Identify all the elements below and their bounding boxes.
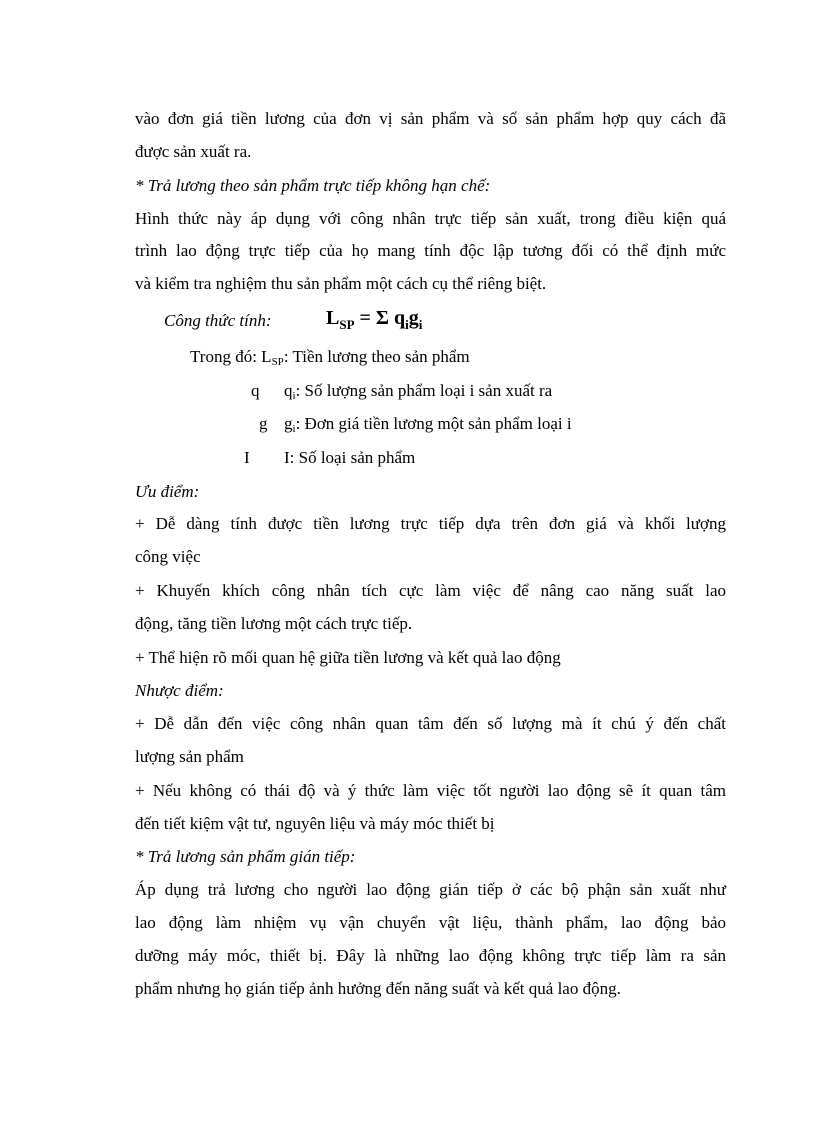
where-i-definition: I: Số loại sản phẩm [284,448,416,467]
where-q-marker: q [251,381,260,400]
formula-lhs: L [326,307,340,329]
where-g-text: : Đơn giá tiền lương một sản phẩm loại i [295,414,572,433]
disadvantages-heading: Nhược điểm: [135,681,224,700]
where-g-marker: g [259,414,268,433]
formula-g-subscript: i [418,317,423,332]
heading-indirect-piece-rate: * Trả lương sản phẩm gián tiếp: [135,847,356,866]
paragraph2-line3: và kiểm tra nghiệm thu sản phẩm một cách cụ thể riêng biệt. [135,274,547,293]
where-i-marker: I [244,448,250,467]
paragraph3-line1: Áp dụng trả lương cho người lao động gián tiếp ở các bộ phận sản xuất như [135,880,726,899]
paragraph3-line2: lao động làm nhiệm vụ vận chuyển vật liệu, thành phẩm, lao động bảo [135,913,726,932]
paragraph3-line4: phẩm nhưng họ gián tiếp ảnh hưởng đến năng suất và kết quả lao động. [135,979,621,998]
where-intro-text: Trong đó: L [190,347,272,366]
advantages-item1-line2: công việc [135,547,201,566]
where-g-var: g [284,414,293,433]
formula-g: g [408,307,419,329]
where-g-subscript: i [292,423,296,435]
where-q-var: q [284,381,293,400]
advantages-item1-line1: + Dễ dàng tính được tiền lương trực tiếp dựa trên đơn giá và khối lượng [135,514,726,533]
advantages-heading: Ưu điểm: [135,482,200,501]
disadvantages-item1-line2: lượng sản phẩm [135,747,244,766]
advantages-item3: + Thể hiện rõ mối quan hệ giữa tiền lương và kết quả lao động [135,648,561,667]
where-q-definition [284,380,552,407]
paragraph3-line3: dưỡng máy móc, thiết bị. Đây là những lao động không trực tiếp làm ra sản [135,946,726,965]
paragraph2-line1: Hình thức này áp dụng với công nhân trực tiếp sản xuất, trong điều kiện quá [135,209,726,228]
formula-label: Công thức tính: [164,311,272,330]
advantages-item2-line2: động, tăng tiền lương một cách trực tiếp. [135,614,413,633]
formula-lhs-subscript: SP [339,317,355,332]
where-intro-subscript: SP [271,356,284,368]
advantages-item2-line1: + Khuyến khích công nhân tích cực làm việc để nâng cao năng suất lao [135,581,726,600]
formula-q-subscript: i [405,317,409,332]
formula-rhs: = Σ q [354,307,406,329]
formula-expression [326,307,422,333]
where-intro-rest: : Tiền lương theo sản phẩm [283,347,470,366]
disadvantages-item2-line2: đến tiết kiệm vật tư, nguyên liệu và máy móc thiết bị [135,814,495,833]
paragraph2-line2: trình lao động trực tiếp của họ mang tính độc lập tương đối có thể định mức [135,241,726,260]
paragraph1-line2: được sản xuất ra. [135,142,252,161]
disadvantages-item1-line1: + Dễ dẫn đến việc công nhân quan tâm đến số lượng mà ít chú ý đến chất [135,714,726,733]
paragraph1-line1: vào đơn giá tiền lương của đơn vị sản phẩm và số sản phẩm hợp quy cách đã [135,109,726,128]
where-intro [190,346,470,373]
where-q-text: : Số lượng sản phẩm loại i sản xuất ra [295,381,553,400]
where-q-subscript: i [292,390,296,402]
disadvantages-item2-line1: + Nếu không có thái độ và ý thức làm việc tốt người lao động sẽ ít quan tâm [135,781,726,800]
heading-direct-piece-rate: * Trả lương theo sản phẩm trực tiếp không hạn chế: [135,176,491,195]
where-g-definition [284,413,572,440]
